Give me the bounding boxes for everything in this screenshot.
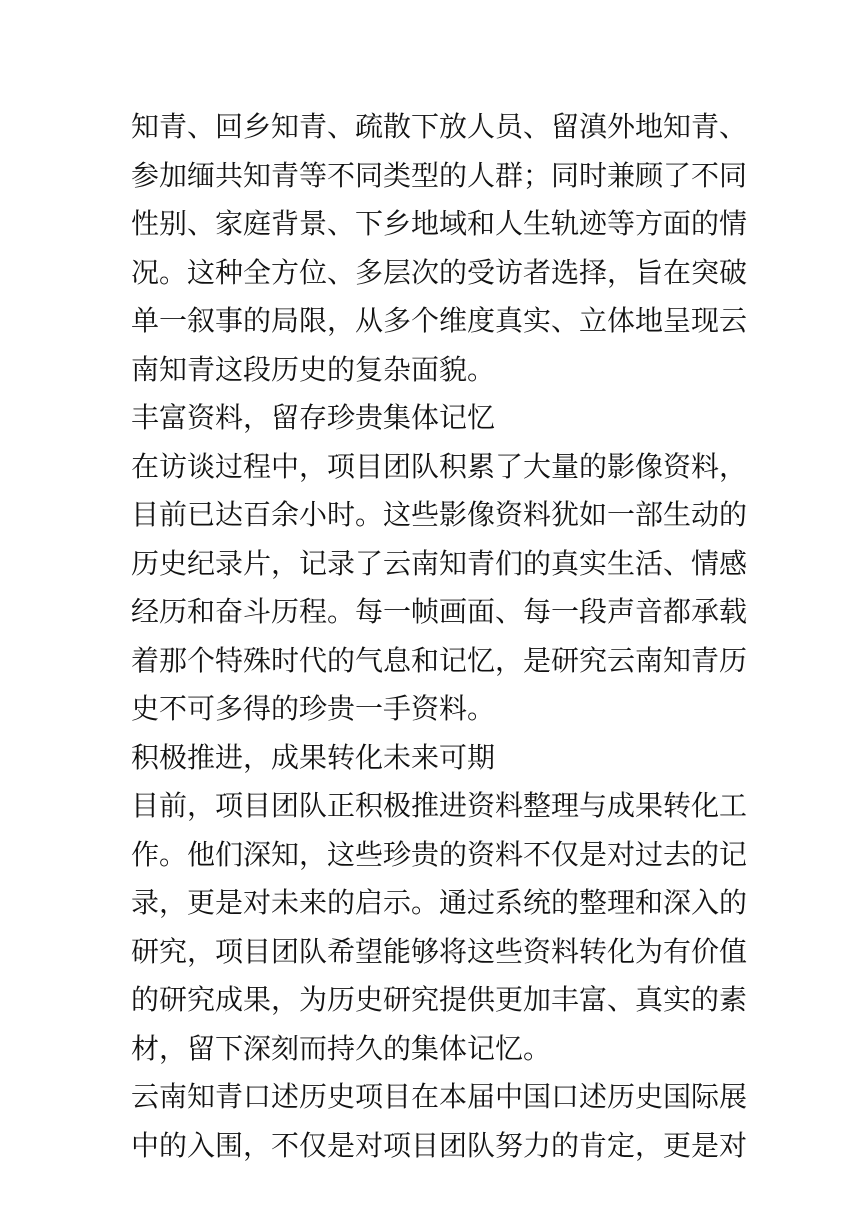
text-line: 性别、家庭背景、下乡地域和人生轨迹等方面的情	[131, 207, 748, 240]
document-page	[131, 103, 748, 1170]
text-line: 作。他们深知，这些珍贵的资料不仅是对过去的记	[131, 837, 748, 871]
text-line: 云南知青口述历史项目在本届中国口述历史国际展	[131, 1080, 748, 1113]
text-line: 录，更是对未来的启示。通过系统的整理和深入的	[131, 886, 748, 919]
text-line: 参加缅共知青等不同类型的人群；同时兼顾了不同	[131, 158, 748, 192]
text-line: 南知青这段历史的复杂面貌。	[131, 352, 496, 386]
text-line: 研究，项目团队希望能够将这些资料转化为有价值	[131, 934, 748, 968]
text-line: 历史纪录片，记录了云南知青们的真实生活、情感	[131, 546, 748, 580]
heading-text: 丰富资料，留存珍贵集体记忆	[131, 401, 496, 434]
section-heading-materials	[131, 394, 731, 443]
text-line: 知青、回乡知青、疏散下放人员、留滇外地知青、	[131, 110, 748, 143]
text-line: 在访谈过程中，项目团队积累了大量的影像资料，	[131, 449, 748, 483]
paragraph-respondents	[131, 103, 748, 394]
text-line: 况。这种全方位、多层次的受访者选择，旨在突破	[131, 255, 748, 289]
text-line: 单一叙事的局限，从多个维度真实、立体地呈现云	[131, 304, 748, 337]
text-line: 史不可多得的珍贵一手资料。	[131, 692, 496, 725]
heading-text: 积极推进，成果转化未来可期	[131, 740, 496, 774]
text-line: 目前，项目团队正积极推进资料整理与成果转化工	[131, 789, 748, 822]
paragraph-conclusion	[131, 1073, 748, 1170]
section-heading-progress	[131, 734, 731, 783]
paragraph-progress	[131, 782, 748, 1073]
paragraph-materials	[131, 443, 748, 734]
text-line: 着那个特殊时代的气息和记忆，是研究云南知青历	[131, 643, 748, 677]
text-line: 中的入围，不仅是对项目团队努力的肯定，更是对	[131, 1128, 748, 1162]
text-line: 经历和奋斗历程。每一帧画面、每一段声音都承载	[131, 595, 748, 628]
text-line: 材，留下深刻而持久的集体记忆。	[131, 1031, 552, 1065]
text-line: 目前已达百余小时。这些影像资料犹如一部生动的	[131, 498, 748, 531]
text-line: 的研究成果，为历史研究提供更加丰富、真实的素	[131, 983, 748, 1016]
